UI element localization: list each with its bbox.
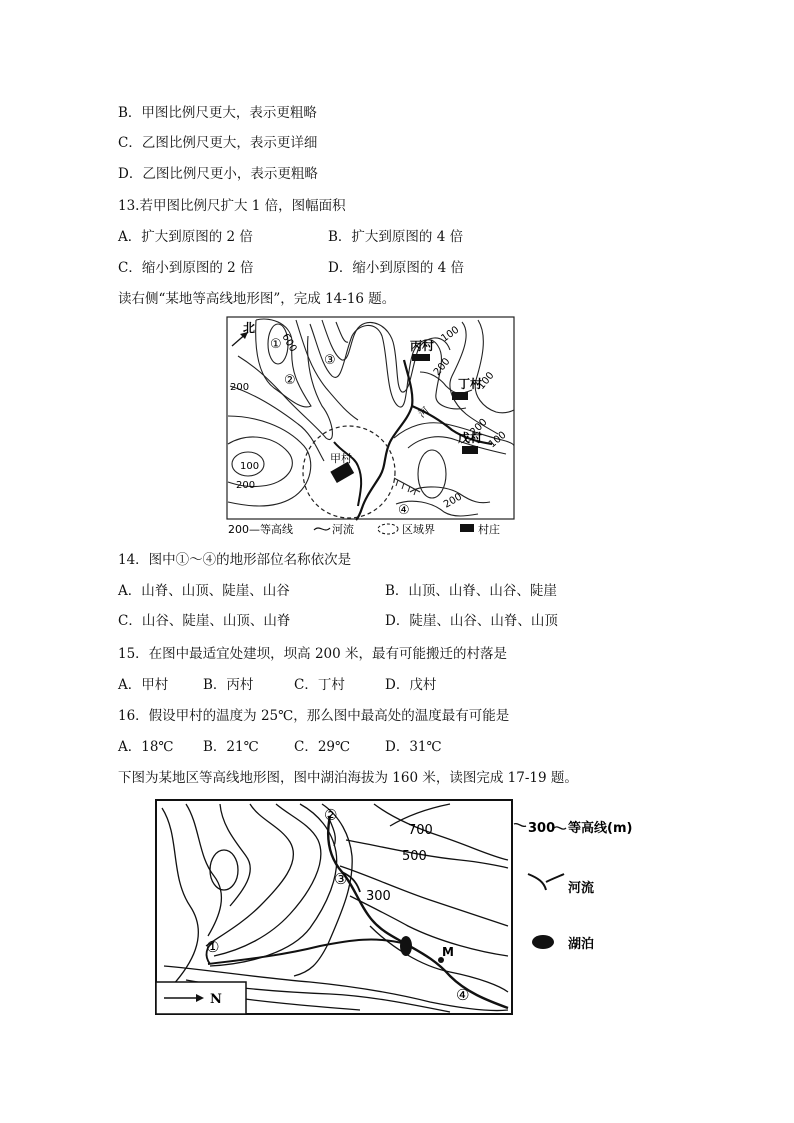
- map1-north-label: 北: [243, 321, 256, 335]
- map1-label-river: 河: [416, 405, 432, 421]
- q15-stem: 15．在图中最适宜处建坝，坝高 200 米，最有可能搬迁的村落是: [118, 646, 508, 662]
- map1-village-jia-label: 甲村: [330, 452, 352, 465]
- contour-map-2: [150, 796, 650, 1020]
- map1-legend-contour: 200—等高线: [228, 523, 293, 536]
- map2-legend-contour-symbol: [554, 827, 566, 829]
- q13-option-b: B．扩大到原图的 4 倍: [328, 229, 464, 245]
- map1-legend-region-symbol: [378, 524, 398, 534]
- map1-label-200d: 200: [468, 416, 490, 439]
- q16-option-c: C．29℃: [294, 739, 351, 755]
- map1-label-100a: 100: [439, 324, 462, 345]
- q13-option-c: C．缩小到原图的 2 倍: [118, 260, 254, 276]
- map1-marker-3: ③: [324, 353, 336, 368]
- q16-stem: 16．假设甲村的温度为 25℃，那么图中最高处的温度最有可能是: [118, 708, 510, 724]
- map1-village-ding-label: 丁村: [458, 377, 483, 391]
- map1-village-wu-label: 戊村: [458, 431, 483, 445]
- map1-marker-1: ①: [270, 337, 282, 352]
- map1-marker-4: ④: [398, 503, 410, 518]
- q14-option-a: A．山脊、山顶、陡崖、山谷: [118, 583, 290, 599]
- q12-option-b: B．甲图比例尺更大，表示更粗略: [118, 105, 317, 121]
- q13-option-d: D．缩小到原图的 4 倍: [328, 260, 464, 276]
- q15-option-c: C．丁村: [294, 677, 345, 693]
- map1-village-bing-label: 丙村: [410, 339, 435, 353]
- q15-option-d: D．戊村: [385, 677, 437, 693]
- map2-legend-river-symbol: [528, 874, 564, 890]
- map1-village-bing: [412, 354, 430, 361]
- map1-label-200b: 200: [431, 356, 453, 378]
- map2-marker-3: ③: [334, 870, 348, 888]
- map1-legend-village: 村庄: [478, 523, 500, 536]
- map2-label-700: 700: [408, 823, 433, 838]
- map1-label-100c: 100: [475, 370, 497, 392]
- map2-marker-1: ①: [206, 938, 220, 956]
- map2-legend-lake-symbol: [532, 935, 554, 949]
- map2-label-500: 500: [402, 849, 427, 864]
- map1-legend-river-symbol: [314, 528, 330, 530]
- q16-option-b: B．21℃: [203, 739, 259, 755]
- q12-option-d: D．乙图比例尺更小，表示更粗略: [118, 166, 318, 182]
- map1-legend-village-symbol: [460, 524, 474, 532]
- map1-label-200e: 200: [442, 491, 465, 511]
- map1-village-wu: [462, 446, 478, 454]
- map2-legend-lake: 湖泊: [568, 937, 595, 952]
- map1-legend-river: 河流: [332, 523, 354, 536]
- intro-q17-19: 下图为某地区等高线地形图，图中湖泊海拔为 160 米，读图完成 17-19 题。: [118, 770, 578, 786]
- q16-option-d: D．31℃: [385, 739, 442, 755]
- map1-label-200a: 200: [230, 382, 250, 393]
- q16-option-a: A．18℃: [118, 739, 174, 755]
- q15-option-b: B．丙村: [203, 677, 254, 693]
- map2-legend-contour-mark: [514, 824, 526, 827]
- map2-legend-contour: 等高线(m): [568, 821, 633, 836]
- map2-label-m: M: [442, 945, 454, 959]
- map2-marker-4: ④: [456, 986, 470, 1004]
- map2-lake: [400, 936, 412, 956]
- map2-legend-river: 河流: [568, 881, 595, 896]
- map1-label-100d: 100: [486, 429, 509, 451]
- q14-stem: 14．图中①～④的地形部位名称依次是: [118, 552, 352, 568]
- map1-label-200c: 200: [236, 480, 256, 491]
- q15-option-a: A．甲村: [118, 677, 169, 693]
- map1-label-100b: 100: [240, 461, 260, 472]
- q14-option-d: D．陡崖、山谷、山脊、山顶: [385, 613, 558, 629]
- map2-north-label: N: [210, 992, 222, 1007]
- intro-q14-16: 读右侧“某地等高线地形图”，完成 14-16 题。: [118, 291, 396, 307]
- map1-marker-2: ②: [284, 373, 296, 388]
- map2-marker-2: ②: [324, 806, 338, 824]
- q13-option-a: A．扩大到原图的 2 倍: [118, 229, 253, 245]
- map1-legend-region: 区域界: [402, 523, 435, 536]
- map2-label-300: 300: [366, 889, 391, 904]
- q14-option-b: B．山顶、山脊、山谷、陡崖: [385, 583, 557, 599]
- contour-map-1: [226, 316, 516, 538]
- q14-option-c: C．山谷、陡崖、山顶、山脊: [118, 613, 291, 629]
- q13-stem: 13.若甲图比例尺扩大 1 倍，图幅面积: [118, 198, 346, 214]
- q12-option-c: C．乙图比例尺更大，表示更详细: [118, 135, 318, 151]
- map2-legend-contour-value: 300: [528, 821, 556, 836]
- map1-village-ding: [452, 392, 468, 400]
- map1-label-600: 600: [279, 332, 299, 355]
